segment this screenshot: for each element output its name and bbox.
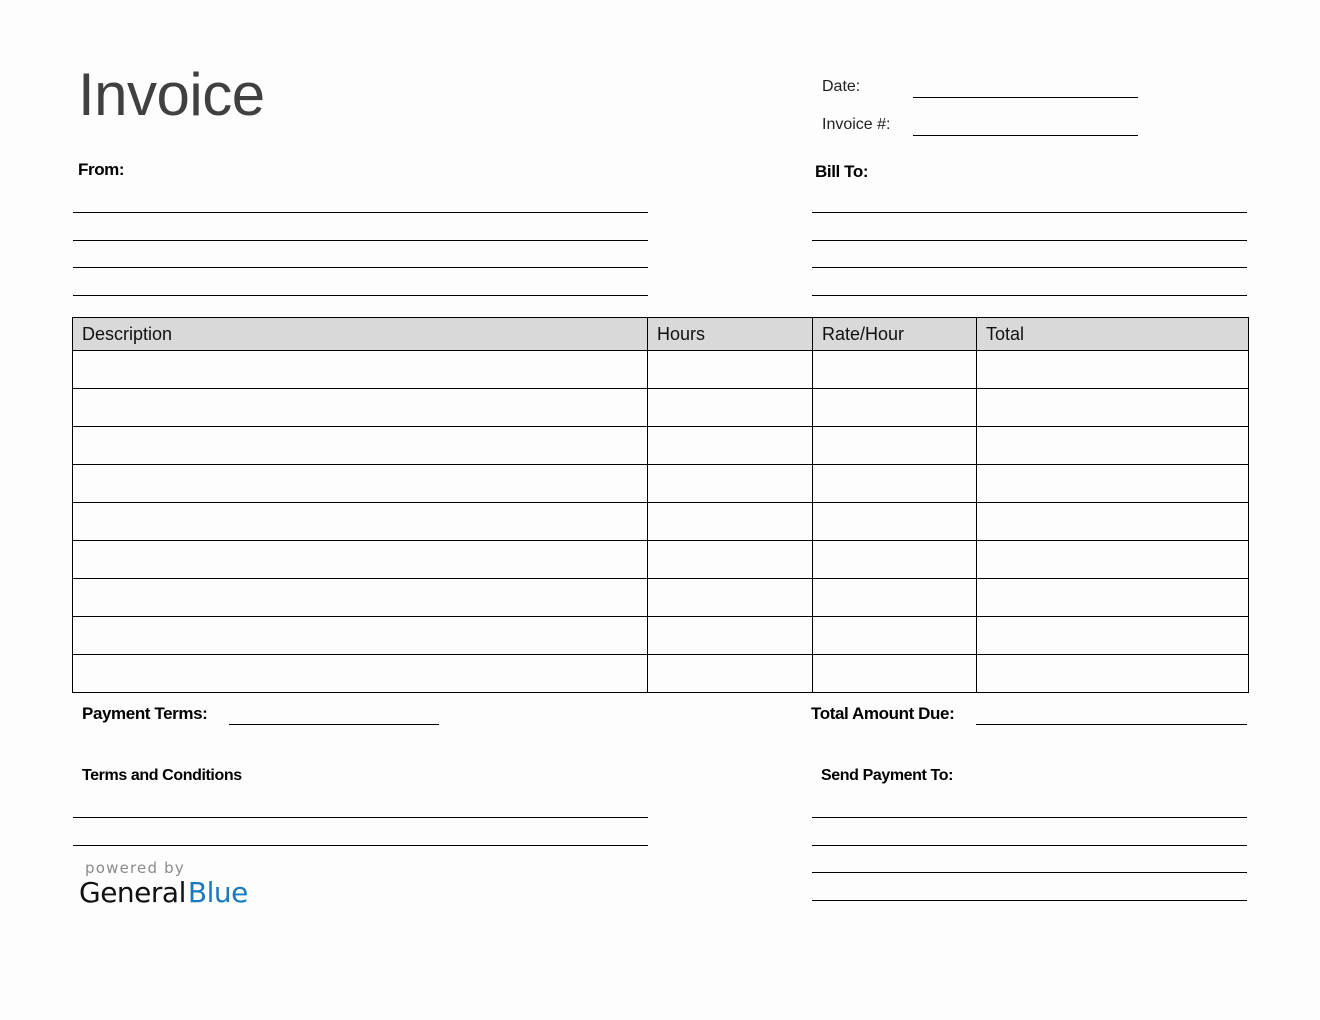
total-cell[interactable] [977, 427, 1248, 464]
table-row [73, 465, 1249, 503]
description-cell[interactable] [73, 465, 647, 502]
hours-cell[interactable] [648, 465, 812, 502]
bill-to-label: Bill To: [815, 162, 869, 181]
description-cell[interactable] [73, 617, 647, 654]
table-row [73, 351, 1249, 389]
brand-name-part2: Blue [187, 876, 248, 909]
total-cell[interactable] [977, 541, 1248, 578]
payment-terms-field[interactable] [229, 702, 439, 725]
hours-cell[interactable] [648, 579, 812, 616]
hours-cell[interactable] [648, 541, 812, 578]
page-title: Invoice [78, 61, 265, 128]
total-cell[interactable] [977, 617, 1248, 654]
total-cell[interactable] [977, 579, 1248, 616]
description-cell[interactable] [73, 503, 647, 540]
brand-name-part1: General [79, 876, 186, 909]
date-field[interactable] [913, 75, 1138, 98]
powered-by-text: powered by [85, 859, 185, 877]
from-line-3[interactable] [73, 245, 648, 268]
table-row [73, 655, 1249, 693]
line-items-table [72, 317, 1249, 693]
total-amount-due-label: Total Amount Due: [811, 704, 955, 723]
from-label: From: [78, 160, 125, 179]
bill-to-line-1[interactable] [812, 190, 1247, 213]
table-row [73, 503, 1249, 541]
bill-to-line-3[interactable] [812, 245, 1247, 268]
hours-cell[interactable] [648, 655, 812, 692]
terms-line-2[interactable] [73, 823, 648, 846]
table-row [73, 389, 1249, 427]
total-cell[interactable] [977, 351, 1248, 388]
rate-cell[interactable] [813, 465, 976, 502]
terms-line-1[interactable] [73, 795, 648, 818]
column-header-description: Description [73, 318, 648, 351]
column-header-hours: Hours [648, 318, 813, 351]
description-cell[interactable] [73, 427, 647, 464]
table-row [73, 617, 1249, 655]
column-header-rate: Rate/Hour [813, 318, 977, 351]
description-cell[interactable] [73, 579, 647, 616]
terms-conditions-label: Terms and Conditions [82, 767, 242, 784]
invoice-number-field[interactable] [913, 113, 1138, 136]
table-header-row [73, 318, 1249, 351]
description-cell[interactable] [73, 351, 647, 388]
date-label: Date: [822, 78, 861, 95]
generalblue-logo [79, 876, 248, 909]
rate-cell[interactable] [813, 427, 976, 464]
rate-cell[interactable] [813, 503, 976, 540]
total-cell[interactable] [977, 389, 1248, 426]
bill-to-line-2[interactable] [812, 218, 1247, 241]
table-row [73, 541, 1249, 579]
send-payment-to-label: Send Payment To: [821, 767, 953, 784]
send-payment-line-4[interactable] [812, 878, 1247, 901]
description-cell[interactable] [73, 655, 647, 692]
rate-cell[interactable] [813, 655, 976, 692]
hours-cell[interactable] [648, 617, 812, 654]
from-line-1[interactable] [73, 190, 648, 213]
rate-cell[interactable] [813, 617, 976, 654]
send-payment-line-1[interactable] [812, 795, 1247, 818]
rate-cell[interactable] [813, 579, 976, 616]
hours-cell[interactable] [648, 389, 812, 426]
rate-cell[interactable] [813, 351, 976, 388]
from-line-2[interactable] [73, 218, 648, 241]
send-payment-line-2[interactable] [812, 823, 1247, 846]
column-header-total: Total [977, 318, 1249, 351]
hours-cell[interactable] [648, 351, 812, 388]
total-cell[interactable] [977, 503, 1248, 540]
description-cell[interactable] [73, 389, 647, 426]
payment-terms-label: Payment Terms: [82, 704, 208, 723]
total-cell[interactable] [977, 655, 1248, 692]
send-payment-line-3[interactable] [812, 850, 1247, 873]
rate-cell[interactable] [813, 389, 976, 426]
total-amount-due-field[interactable] [976, 702, 1247, 725]
description-cell[interactable] [73, 541, 647, 578]
table-row [73, 579, 1249, 617]
invoice-number-label: Invoice #: [822, 116, 891, 133]
bill-to-line-4[interactable] [812, 273, 1247, 296]
table-row [73, 427, 1249, 465]
total-cell[interactable] [977, 465, 1248, 502]
from-line-4[interactable] [73, 273, 648, 296]
rate-cell[interactable] [813, 541, 976, 578]
hours-cell[interactable] [648, 503, 812, 540]
hours-cell[interactable] [648, 427, 812, 464]
